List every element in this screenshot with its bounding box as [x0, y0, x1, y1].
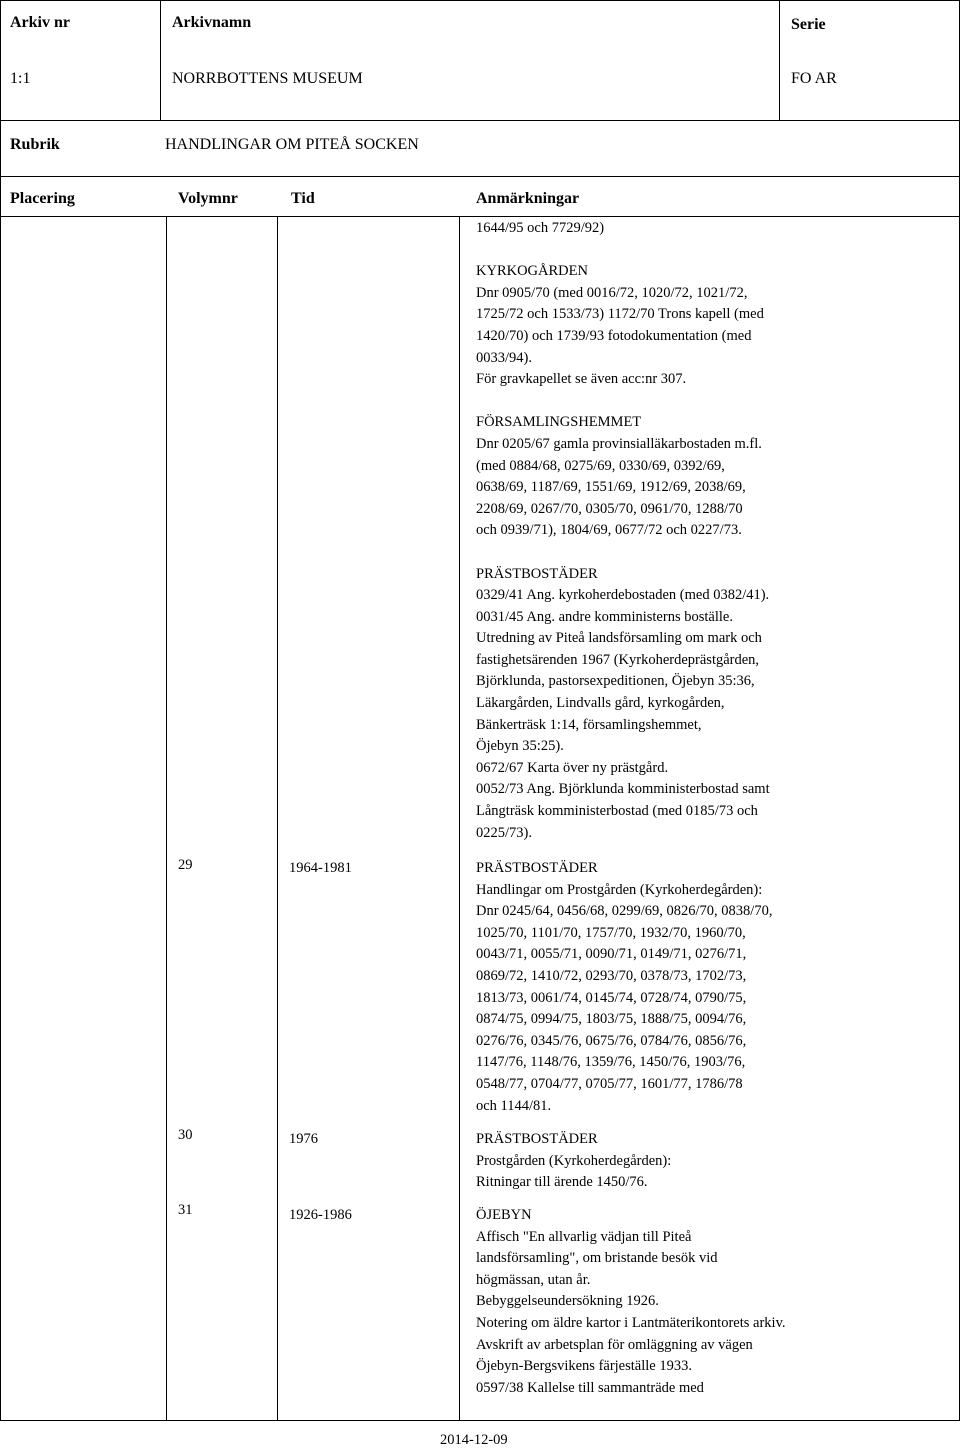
volume-31-remarks	[476, 1205, 786, 1399]
footer-date: 2014-12-09	[440, 1432, 508, 1448]
text-line: Björklunda, pastorsexpeditionen, Öjebyn 35:36,	[476, 673, 755, 690]
label-arkivnamn: Arkivnamn	[172, 14, 252, 31]
value-rubrik: HANDLINGAR OM PITEÅ SOCKEN	[165, 136, 419, 153]
text-line: För gravkapellet se även acc:nr 307.	[476, 371, 687, 388]
text-line: Avskrift av arbetsplan för omläggning av vägen	[476, 1336, 753, 1353]
text-line: 0869/72, 1410/72, 0293/70, 0378/73, 1702/73,	[476, 967, 747, 984]
text-line: Dnr 0905/70 (med 0016/72, 1020/72, 1021/72,	[476, 284, 748, 301]
text-line: Dnr 0205/67 gamla provinsialläkarbostaden m.fl.	[476, 435, 762, 452]
col-tid: Tid	[291, 190, 315, 207]
text-line: 0672/67 Karta över ny prästgård.	[476, 759, 669, 776]
text-line: 0031/45 Ang. andre komministerns boställe.	[476, 608, 733, 625]
text-line: Öjebyn-Bergsvikens färjeställe 1933.	[476, 1358, 692, 1375]
text-line: 0033/94).	[476, 349, 532, 366]
section-title-kyrkogarden: KYRKOGÅRDEN	[476, 263, 588, 280]
section-title-prastbostader: PRÄSTBOSTÄDER	[476, 860, 598, 876]
text-line: 1420/70) och 1739/93 fotodokumentation (med	[476, 327, 752, 344]
text-line: 0638/69, 1187/69, 1551/69, 1912/69, 2038/69,	[476, 479, 746, 496]
text-line: 0043/71, 0055/71, 0090/71, 0149/71, 0276/71,	[476, 946, 747, 963]
table-top-border	[0, 0, 960, 1]
text-line: Öjebyn 35:25).	[476, 738, 564, 755]
text-line: Affisch "En allvarlig vädjan till Piteå	[476, 1228, 692, 1245]
label-serie: Serie	[791, 16, 826, 33]
text-line: Bänkerträsk 1:14, församlingshemmet,	[476, 716, 702, 733]
value-serie: FO AR	[791, 70, 837, 87]
tid-30: 1976	[289, 1131, 318, 1147]
table-bottom-border	[0, 1420, 960, 1421]
col-volymnr: Volymnr	[178, 190, 238, 207]
volymnr-31: 31	[178, 1202, 193, 1218]
tid-29: 1964-1981	[289, 860, 352, 876]
section-title-prastbostader: PRÄSTBOSTÄDER	[476, 1131, 598, 1147]
text-line: 0225/73).	[476, 824, 532, 841]
volymnr-29: 29	[178, 857, 193, 873]
column-divider-3	[459, 216, 460, 1420]
header-separator-2	[0, 176, 960, 177]
text-line: 0548/77, 0704/77, 0705/77, 1601/77, 1786/78	[476, 1075, 743, 1092]
column-header-separator	[0, 216, 960, 217]
text-line: 0052/73 Ang. Björklunda komministerbostad samt	[476, 781, 770, 798]
text-line: 0597/38 Kallelse till sammanträde med	[476, 1379, 704, 1396]
text-line: och 0939/71), 1804/69, 0677/72 och 0227/73.	[476, 522, 742, 539]
text-line: Handlingar om Prostgården (Kyrkoherdegården):	[476, 881, 763, 898]
volume-29-remarks	[476, 858, 772, 1117]
anmarkningar-content	[476, 218, 770, 844]
text-line: Utredning av Piteå landsförsamling om mark och	[476, 630, 762, 647]
text-line: Bebyggelseundersökning 1926.	[476, 1293, 659, 1310]
text-line: Prostgården (Kyrkoherdegården):	[476, 1152, 672, 1169]
text-line: Notering om äldre kartor i Lantmäterikontorets arkiv.	[476, 1314, 786, 1331]
volume-30-remarks	[476, 1129, 671, 1194]
section-title-prastbostader: PRÄSTBOSTÄDER	[476, 565, 598, 582]
label-arkiv-nr: Arkiv nr	[10, 14, 70, 31]
section-title-forsamlingshemmet: FÖRSAMLINGSHEMMET	[476, 414, 642, 431]
text-line: 1147/76, 1148/76, 1359/76, 1450/76, 1903/76,	[476, 1054, 746, 1071]
text-line: fastighetsärenden 1967 (Kyrkoherdeprästgården,	[476, 651, 760, 668]
column-divider-2	[277, 216, 278, 1420]
label-rubrik: Rubrik	[10, 136, 60, 153]
text-line: Ritningar till ärende 1450/76.	[476, 1174, 648, 1191]
table-left-border	[0, 0, 1, 1420]
text-line: Långträsk komministerbostad (med 0185/73 och	[476, 803, 758, 820]
col-placering: Placering	[10, 190, 75, 207]
text-line: och 1144/81.	[476, 1097, 552, 1114]
volymnr-30: 30	[178, 1127, 193, 1143]
column-divider-1	[166, 216, 167, 1420]
text-line: 1025/70, 1101/70, 1757/70, 1932/70, 1960/70,	[476, 924, 746, 941]
text-line: högmässan, utan år.	[476, 1271, 591, 1288]
text-line: (med 0884/68, 0275/69, 0330/69, 0392/69,	[476, 457, 725, 474]
text-line: 0276/76, 0345/76, 0675/76, 0784/76, 0856/76,	[476, 1032, 747, 1049]
value-arkiv-nr: 1:1	[10, 70, 31, 87]
value-arkivnamn: NORRBOTTENS MUSEUM	[172, 70, 363, 87]
header-divider-1	[160, 0, 161, 120]
section-title-ojebyn: ÖJEBYN	[476, 1207, 532, 1223]
text-line: 2208/69, 0267/70, 0305/70, 0961/70, 1288/70	[476, 500, 743, 517]
text-line: 1725/72 och 1533/73) 1172/70 Trons kapell (med	[476, 306, 764, 323]
text-line: landsförsamling", om bristande besök vid	[476, 1250, 718, 1267]
header-divider-2	[779, 0, 780, 120]
text-line: Dnr 0245/64, 0456/68, 0299/69, 0826/70, 0838/70,	[476, 903, 773, 920]
text-line: 0329/41 Ang. kyrkoherdebostaden (med 0382/41).	[476, 587, 770, 604]
text-line: 0874/75, 0994/75, 1803/75, 1888/75, 0094/76,	[476, 1011, 747, 1028]
text-line: Läkargården, Lindvalls gård, kyrkogården,	[476, 695, 725, 712]
text-line: 1813/73, 0061/74, 0145/74, 0728/74, 0790/75,	[476, 989, 747, 1006]
continuation-line: 1644/95 och 7729/92)	[476, 220, 605, 236]
tid-31: 1926-1986	[289, 1207, 352, 1223]
header-separator-1	[0, 120, 960, 121]
col-anmarkningar: Anmärkningar	[476, 190, 580, 207]
